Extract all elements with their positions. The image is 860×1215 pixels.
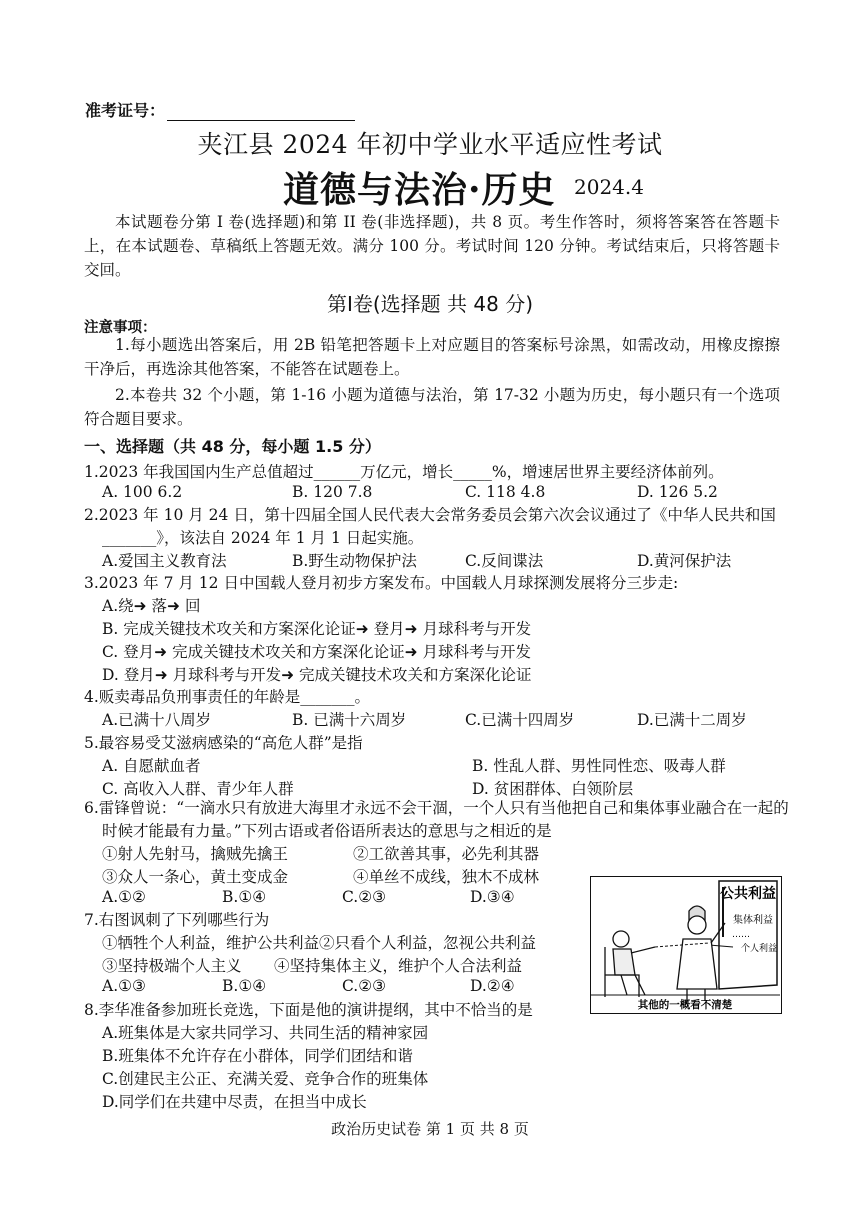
- statement-2: ②工欲善其事，必先利其器: [353, 845, 540, 863]
- option-a: A.①②: [102, 888, 146, 906]
- question-8: 8.李华准备参加班长竞选，下面是他的演讲提纲，其中不恰当的是: [84, 1001, 533, 1019]
- question-stem: 1.2023 年我国国内生产总值超过______万亿元，增长_____%，增速居世界主要经济体前列。: [84, 463, 724, 481]
- option-a: A. 自愿献血者: [102, 757, 201, 775]
- option-c: C.②③: [342, 888, 387, 906]
- option-c: C.创建民主公正、充满关爱、竞争合作的班集体: [102, 1070, 429, 1088]
- question-1: [84, 460, 780, 482]
- exam-id-label: 准考证号：: [85, 101, 166, 120]
- question-6: 6.雷锋曾说：“一滴水只有放进大海里才永远不会干涸，一个人只有当他把自己和集体事业融合在一起的时候才能最有力量。”下列古语或者俗语所表达的意思与之相近的是: [84, 799, 789, 840]
- intro-paragraph: 本试题卷分第 I 卷(选择题)和第 II 卷(非选择题)，共 8 页。考生作答时，须将答案答在答题卡上，在本试题卷、草稿纸上答题无效。满分 100 分。考试时间 120 分钟。考试结束后，只将答题卡交回。: [84, 213, 780, 279]
- section-title: 第Ⅰ卷(选择题 共 48 分): [326, 292, 534, 316]
- exam-title: 夹江县 2024 年初中学业水平适应性考试: [197, 130, 663, 159]
- option-a: A.班集体是大家共同学习、共同生活的精神家园: [102, 1024, 429, 1042]
- question-7: 7.右图讽刺了下列哪些行为: [84, 911, 270, 929]
- subject-title: 道德与法治·历史: [283, 169, 556, 211]
- page-footer: 政治历史试卷 第 1 页 共 8 页: [331, 1120, 529, 1138]
- option-c: C. 登月➜ 完成关键技术攻关和方案深化论证➜ 月球科考与开发: [102, 643, 531, 661]
- statement-4: ④坚持集体主义，维护个人合法利益: [274, 957, 523, 975]
- option-c: C.反间谍法: [465, 552, 544, 570]
- option-d: D.③④: [470, 888, 515, 906]
- cartoon-caption: 其他的一概看不清楚: [637, 999, 733, 1011]
- exam-id-field: [85, 98, 355, 121]
- option-b: B. 性乱人群、男性同性恋、吸毒人群: [472, 757, 726, 775]
- option-b: B. 完成关键技术攻关和方案深化论证➜ 登月➜ 月球科考与开发: [102, 620, 532, 638]
- option-c: C. 118 4.8: [465, 483, 546, 501]
- question-5: 5.最容易受艾滋病感染的“高危人群”是指: [84, 734, 363, 752]
- option-b: B.①④: [222, 977, 267, 995]
- option-d: D.已满十二周岁: [637, 711, 747, 729]
- option-a: A.绕➜ 落➜ 回: [102, 597, 201, 615]
- board-line-2: 个人利益: [740, 944, 778, 954]
- question-3: 3.2023 年 7 月 12 日中国载人登月初步方案发布。中国载人月球探测发展将分三步走:: [84, 574, 679, 592]
- option-c: C. 高收入人群、青少年人群: [102, 780, 294, 798]
- option-b: B. 已满十六周岁: [292, 711, 407, 729]
- question-4: 4.贩卖毒品负刑事责任的年龄是_______。: [84, 688, 371, 706]
- option-d: D.②④: [470, 977, 515, 995]
- exam-id-blank: [167, 102, 355, 121]
- student-figure: [605, 931, 655, 997]
- cartoon-figure: [590, 876, 782, 1014]
- option-c: C.已满十四周岁: [465, 711, 575, 729]
- statement-3: ③众人一条心，黄土变成金: [102, 868, 289, 886]
- option-b: B.班集体不允许存在小群体，同学们团结和谐: [102, 1047, 413, 1065]
- option-a: A.已满十八周岁: [102, 711, 212, 729]
- option-d: D. 登月➜ 月球科考与开发➜ 完成关键技术攻关和方案深化论证: [102, 666, 532, 684]
- option-c: C.②③: [342, 977, 387, 995]
- part-heading: 一、选择题（共 48 分，每小题 1.5 分）: [84, 437, 381, 456]
- note-item-1: 1.每小题选出答案后，用 2B 铅笔把答题卡上对应题目的答案标号涂黑，如需改动，用橡皮擦擦干净后，再选涂其他答案，不能答在试题卷上。: [84, 336, 780, 378]
- note-item-2: 2.本卷共 32 个小题，第 1-16 小题为道德与法治，第 17-32 小题为历史，每小题只有一个选项符合题目要求。: [84, 386, 780, 428]
- board-dots: ……: [732, 930, 750, 940]
- option-b: B.①④: [222, 888, 267, 906]
- option-d: D.黄河保护法: [637, 552, 732, 570]
- statement-3: ③坚持极端个人主义: [102, 957, 242, 975]
- option-b: B.野生动物保护法: [292, 552, 417, 570]
- option-a: A.爱国主义教育法: [102, 552, 227, 570]
- option-a: A.①③: [102, 977, 146, 995]
- option-a: A. 100 6.2: [102, 483, 183, 501]
- option-d: D.同学们在共建中尽责，在担当中成长: [102, 1093, 367, 1111]
- board-title: 公共利益: [720, 886, 776, 902]
- option-b: B. 120 7.8: [292, 483, 373, 501]
- statement-1-2: ①牺牲个人利益，维护公共利益②只看个人利益，忽视公共利益: [102, 934, 537, 952]
- question-2: 2.2023 年 10 月 24 日，第十四届全国人民代表大会常务委员会第六次会议通过了《中华人民共和国_______》，该法自 2024 年 1 月 1 日起实施。: [84, 506, 776, 547]
- cartoon-illustration: [591, 877, 780, 1012]
- board-line-1: 集体利益: [733, 915, 773, 926]
- exam-date: 2024.4: [574, 175, 644, 199]
- option-d: D. 126 5.2: [637, 483, 718, 501]
- notes-heading: 注意事项：: [84, 320, 157, 336]
- statement-1: ①射人先射马，擒贼先擒王: [102, 845, 289, 863]
- option-d: D. 贫困群体、白领阶层: [472, 780, 634, 798]
- statement-4: ④单丝不成线，独木不成林: [353, 868, 540, 886]
